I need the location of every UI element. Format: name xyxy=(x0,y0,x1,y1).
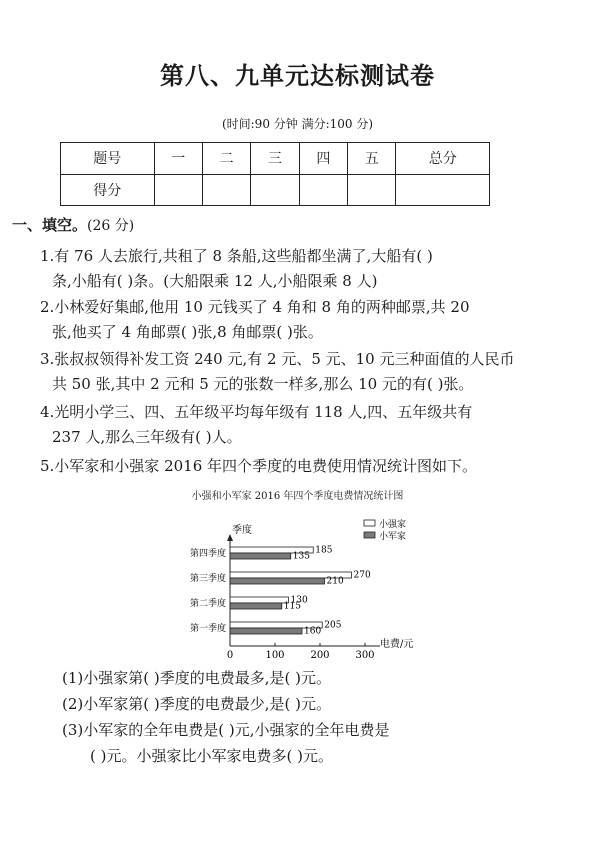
x-tick-label: 200 xyxy=(310,650,330,660)
exam-info: (时间:90 分钟 满分:100 分) xyxy=(221,117,374,131)
bar xyxy=(230,597,289,603)
score-table-score-row xyxy=(61,174,490,206)
question-line: 4.光明小学三、四、五年级平均每年级有 118 人,四、五年级共有 xyxy=(40,403,473,421)
category-label: 第三季度 xyxy=(189,574,226,584)
score-cell: 题号 xyxy=(61,143,155,175)
score-input-cell[interactable] xyxy=(348,174,396,206)
sub-question-1: (1)小强家第( )季度的电费最多,是( )元。 xyxy=(62,669,331,687)
score-table xyxy=(60,142,490,206)
x-tick-label: 100 xyxy=(265,650,285,660)
legend-swatch-xiaoqiang xyxy=(364,520,375,526)
bar xyxy=(230,603,282,609)
chart-xlabel: 电费/元 xyxy=(380,639,414,650)
bar-value-label: 210 xyxy=(326,576,344,587)
section-heading xyxy=(12,214,134,235)
question-4 xyxy=(40,400,560,450)
bar-value-label: 270 xyxy=(353,570,371,581)
chart-legend xyxy=(364,518,406,542)
bar xyxy=(230,553,291,559)
score-cell: 一 xyxy=(154,143,202,175)
chart-title: 小强和小军家 2016 年四个季度电费情况统计图 xyxy=(191,491,404,502)
section-title: 一、填空。 xyxy=(12,216,88,234)
category-label: 第四季度 xyxy=(189,549,226,559)
sub-question-2: (2)小军家第( )季度的电费最少,是( )元。 xyxy=(62,695,331,713)
category-label: 第一季度 xyxy=(189,624,226,634)
bar xyxy=(230,628,302,634)
score-input-cell[interactable] xyxy=(299,174,347,206)
question-line: 237 人,那么三年级有( )人。 xyxy=(52,428,242,446)
chart-ylabel: 季度 xyxy=(232,525,252,536)
sub-question-3-cont: ( )元。小强家比小军家电费多( )元。 xyxy=(90,747,333,765)
section-points: (26 分) xyxy=(87,218,135,234)
bar-value-label: 135 xyxy=(292,551,310,562)
bar xyxy=(230,578,325,584)
bar-value-label: 130 xyxy=(290,595,308,606)
question-3 xyxy=(40,347,560,397)
bar-value-label: 205 xyxy=(324,620,342,631)
category-label: 第二季度 xyxy=(189,599,226,609)
score-cell: 三 xyxy=(251,143,299,175)
question-line: 5.小军家和小强家 2016 年四个季度的电费使用情况统计图如下。 xyxy=(40,457,478,475)
bar-chart xyxy=(160,500,420,660)
score-input-cell[interactable] xyxy=(396,174,490,206)
x-tick-label: 0 xyxy=(226,650,234,660)
question-line: 条,小船有( )条。(大船限乘 12 人,小船限乘 8 人) xyxy=(52,272,378,290)
legend-swatch-xiaojun xyxy=(364,532,375,538)
legend-label: 小军家 xyxy=(379,532,407,542)
x-tick-label: 300 xyxy=(355,650,375,660)
bar-value-label: 160 xyxy=(304,626,322,637)
score-cell: 总分 xyxy=(396,143,490,175)
legend-label: 小强家 xyxy=(379,520,407,530)
question-1 xyxy=(40,244,560,294)
sub-question-3: (3)小军家的全年电费是( )元,小强家的全年电费是 xyxy=(62,721,390,739)
bar-value-label: 115 xyxy=(283,601,301,612)
question-line: 共 50 张,其中 2 元和 5 元的张数一样多,那么 10 元的有( )张。 xyxy=(52,375,474,393)
score-cell: 五 xyxy=(348,143,396,175)
question-2 xyxy=(40,295,560,345)
score-cell: 得分 xyxy=(61,174,155,206)
score-cell: 四 xyxy=(299,143,347,175)
question-line: 1.有 76 人去旅行,共租了 8 条船,这些船都坐满了,大船有( ) xyxy=(40,247,433,265)
question-5 xyxy=(40,454,560,479)
score-cell: 二 xyxy=(202,143,250,175)
question-line: 3.张叔叔领得补发工资 240 元,有 2 元、5 元、10 元三种面值的人民币 xyxy=(40,350,515,368)
score-input-cell[interactable] xyxy=(154,174,202,206)
bar-value-label: 185 xyxy=(315,545,333,556)
question-line: 2.小林爱好集邮,他用 10 元钱买了 4 角和 8 角的两种邮票,共 20 xyxy=(40,298,470,316)
page-title: 第八、九单元达标测试卷 xyxy=(160,61,435,90)
score-table-header-row xyxy=(61,143,490,175)
score-input-cell[interactable] xyxy=(202,174,250,206)
question-line: 张,他买了 4 角邮票( )张,8 角邮票( )张。 xyxy=(52,323,323,341)
score-input-cell[interactable] xyxy=(251,174,299,206)
